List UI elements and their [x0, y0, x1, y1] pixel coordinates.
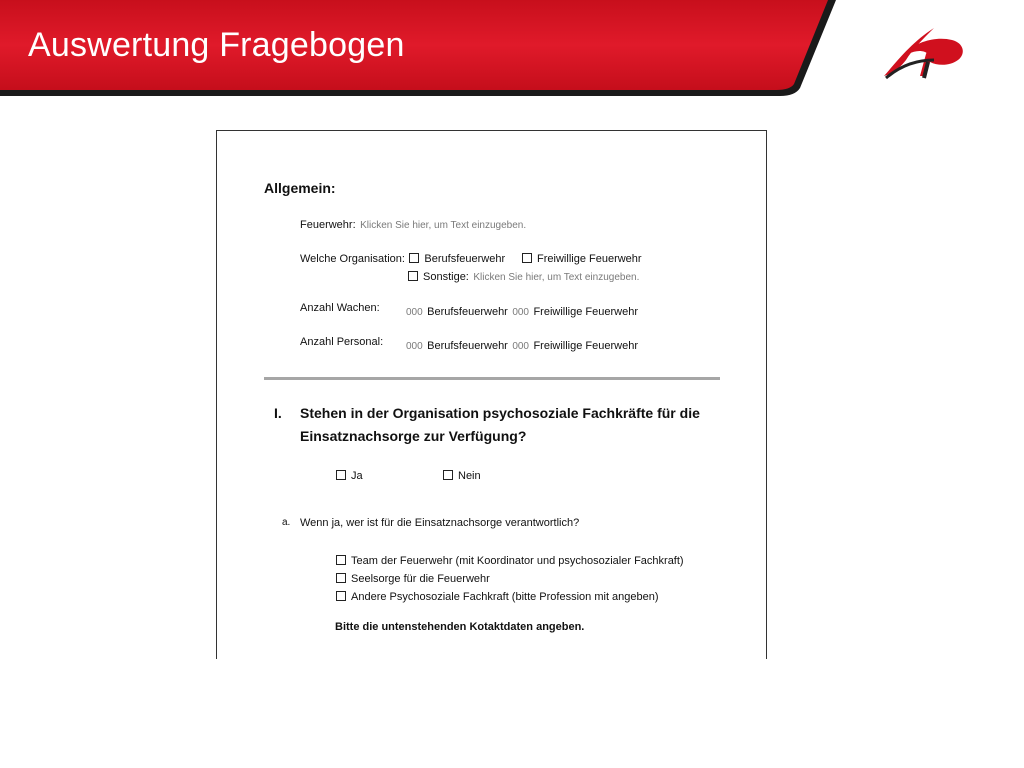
- option-ja-label: Ja: [351, 470, 363, 482]
- contact-note: Bitte die untenstehenden Kotaktdaten angeben.: [335, 621, 585, 633]
- sub-question-a-marker: a.: [282, 517, 291, 528]
- checkbox-team-feuerwehr[interactable]: [336, 555, 346, 565]
- feuerwehr-input[interactable]: Klicken Sie hier, um Text einzugeben.: [360, 220, 527, 231]
- personal-berufs-input[interactable]: 000: [406, 341, 423, 352]
- question-1-option-ja: [336, 466, 363, 484]
- personal-freiwillig-input[interactable]: 000: [512, 341, 529, 352]
- wachen-berufs-input[interactable]: 000: [406, 307, 423, 318]
- sonstige-input[interactable]: Klicken Sie hier, um Text einzugeben.: [473, 272, 640, 283]
- personal-freiwillig-label: Freiwillige Feuerwehr: [533, 340, 638, 352]
- checkbox-nein[interactable]: [443, 470, 453, 480]
- organisation-row: [300, 249, 642, 267]
- slide-title: Auswertung Fragebogen: [28, 26, 405, 64]
- checkbox-sonstige[interactable]: [408, 271, 418, 281]
- checkbox-seelsorge[interactable]: [336, 573, 346, 583]
- organisation-other-row: [408, 267, 639, 285]
- feuerwehr-row: [300, 215, 526, 233]
- checkbox-freiwillige-feuerwehr[interactable]: [522, 253, 532, 263]
- sub-a-option-seelsorge: [336, 569, 490, 587]
- personal-label: Anzahl Personal:: [300, 336, 384, 348]
- sub-a-option-team: [336, 551, 684, 569]
- questionnaire-document: [216, 130, 767, 659]
- section-general-heading: Allgemein:: [264, 180, 336, 196]
- question-1-number: I.: [274, 405, 282, 421]
- checkbox-berufsfeuerwehr[interactable]: [409, 253, 419, 263]
- option-team-label: Team der Feuerwehr (mit Koordinator und psychosozialer Fachkraft): [351, 555, 684, 567]
- wachen-freiwillig-label: Freiwillige Feuerwehr: [533, 306, 638, 318]
- option-nein-label: Nein: [458, 470, 481, 482]
- option-freiwillige-feuerwehr: Freiwillige Feuerwehr: [537, 253, 642, 265]
- question-1-text: Stehen in der Organisation psychosoziale Fachkräfte für die Einsatznachsorge zur Verfügung?: [300, 405, 700, 444]
- checkbox-ja[interactable]: [336, 470, 346, 480]
- checkbox-andere-fachkraft[interactable]: [336, 591, 346, 601]
- sub-question-a-text: Wenn ja, wer ist für die Einsatznachsorge verantwortlich?: [300, 517, 580, 529]
- option-seelsorge-label: Seelsorge für die Feuerwehr: [351, 573, 490, 585]
- wachen-berufs-label: Berufsfeuerwehr: [427, 306, 508, 318]
- wachen-freiwillig-input[interactable]: 000: [512, 307, 529, 318]
- organization-logo-icon: [878, 20, 970, 82]
- wachen-label: Anzahl Wachen:: [300, 302, 380, 314]
- personal-berufs-label: Berufsfeuerwehr: [427, 340, 508, 352]
- feuerwehr-label: Feuerwehr:: [300, 219, 356, 231]
- option-andere-label: Andere Psychosoziale Fachkraft (bitte Profession mit angeben): [351, 591, 659, 603]
- organisation-label: Welche Organisation:: [300, 253, 405, 265]
- wachen-counts: [406, 302, 638, 320]
- option-berufsfeuerwehr: Berufsfeuerwehr: [424, 253, 506, 265]
- section-divider: [264, 377, 720, 380]
- sub-a-option-andere: [336, 587, 659, 605]
- personal-counts: [406, 336, 638, 354]
- option-sonstige: Sonstige:: [423, 271, 469, 283]
- question-1-option-nein: [443, 466, 481, 484]
